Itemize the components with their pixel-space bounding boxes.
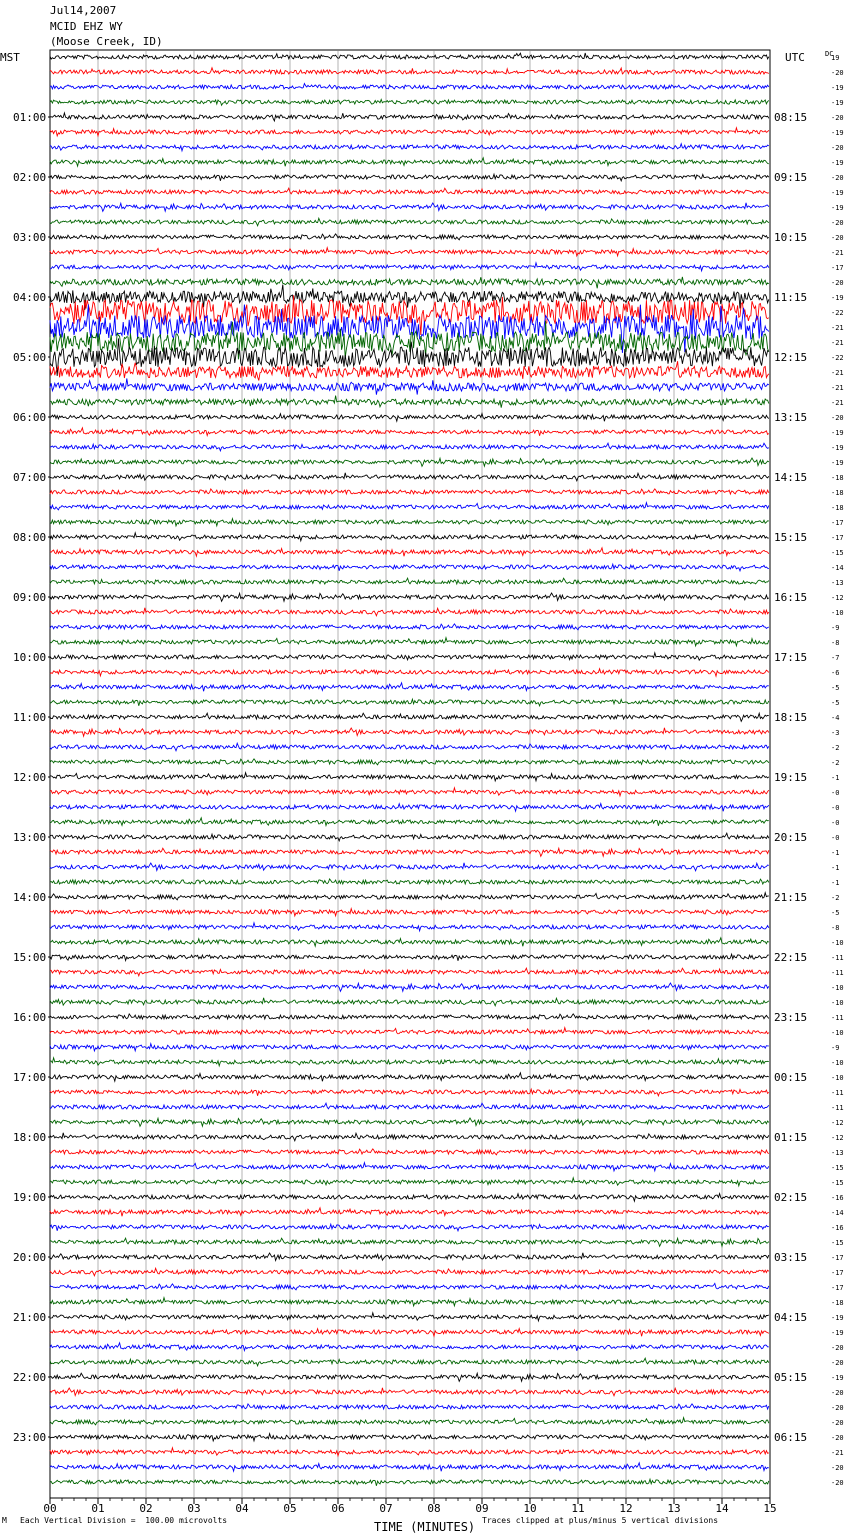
dc-offset-label: -20 xyxy=(831,219,844,227)
trace-line-13 xyxy=(50,234,769,240)
trace-line-43 xyxy=(50,683,769,692)
dc-offset-label: -10 xyxy=(831,999,844,1007)
left-hour-label: 06:00 xyxy=(13,411,47,424)
left-hour-label: 04:00 xyxy=(13,291,47,304)
trace-line-65 xyxy=(50,1014,769,1020)
trace-line-59 xyxy=(50,923,769,931)
trace-line-52 xyxy=(50,818,769,826)
dc-offset-label: -20 xyxy=(831,1359,844,1367)
dc-offset-label: -20 xyxy=(831,1464,844,1472)
trace-line-80 xyxy=(50,1238,769,1246)
right-hour-label: 10:15 xyxy=(774,231,808,244)
dc-offset-label: -10 xyxy=(831,1074,844,1082)
trace-line-42 xyxy=(50,669,769,676)
left-hour-label: 09:00 xyxy=(13,591,47,604)
right-hour-label: 08:15 xyxy=(774,111,808,124)
trace-group xyxy=(50,53,769,1486)
left-hour-label: 05:00 xyxy=(13,351,47,364)
dc-offset-label: -0 xyxy=(831,819,840,827)
right-hour-label: 16:15 xyxy=(774,591,808,604)
x-tick-label: 06 xyxy=(331,1502,345,1515)
dc-offset-label: -12 xyxy=(831,594,844,602)
dc-offset-label: -9 xyxy=(831,1044,840,1052)
x-tick-label: 00 xyxy=(43,1502,57,1515)
right-zone-label: UTC xyxy=(785,51,805,64)
trace-line-55 xyxy=(50,863,769,871)
x-tick-label: 15 xyxy=(763,1502,777,1515)
dc-offset-label: -13 xyxy=(831,1149,844,1157)
left-hour-label: 22:00 xyxy=(13,1371,47,1384)
left-hour-label: 20:00 xyxy=(13,1251,47,1264)
dc-offset-label: -16 xyxy=(831,1194,844,1202)
dc-offset-label: -21 xyxy=(831,369,844,377)
left-hour-label: 10:00 xyxy=(13,651,47,664)
trace-line-75 xyxy=(50,1163,769,1171)
dc-offset-label: -19 xyxy=(831,189,844,197)
dc-offset-label: -20 xyxy=(831,1404,844,1412)
right-hour-label: 05:15 xyxy=(774,1371,808,1384)
dc-offset-label: -6 xyxy=(831,669,840,677)
trace-line-4 xyxy=(50,100,769,106)
x-axis-label: TIME (MINUTES) xyxy=(374,1520,476,1534)
trace-line-31 xyxy=(50,503,769,510)
trace-line-7 xyxy=(50,144,769,151)
trace-line-70 xyxy=(50,1089,769,1096)
left-hour-label: 15:00 xyxy=(13,951,47,964)
trace-line-45 xyxy=(50,713,769,721)
x-tick-label: 09 xyxy=(475,1502,489,1515)
trace-line-53 xyxy=(50,833,769,841)
dc-offset-label: -20 xyxy=(831,114,844,122)
dc-offset-label: -2 xyxy=(831,759,840,767)
dc-offset-label: -19 xyxy=(831,204,844,212)
dc-offset-label: -18 xyxy=(831,474,844,482)
dc-offset-label: -17 xyxy=(831,264,844,272)
dc-offset-label: -21 xyxy=(831,384,844,392)
dc-offset-label: -1 xyxy=(831,864,840,872)
trace-line-2 xyxy=(50,68,769,75)
dc-offset-label: -19 xyxy=(831,444,844,452)
trace-line-69 xyxy=(50,1073,769,1082)
right-hour-label: 06:15 xyxy=(774,1431,808,1444)
dc-offset-label: -20 xyxy=(831,1389,844,1397)
trace-line-77 xyxy=(50,1194,769,1202)
left-hour-label: 08:00 xyxy=(13,531,47,544)
trace-line-78 xyxy=(50,1208,769,1217)
trace-line-60 xyxy=(50,938,769,947)
left-hour-label: 21:00 xyxy=(13,1311,47,1324)
right-hour-label: 23:15 xyxy=(774,1011,808,1024)
trace-line-54 xyxy=(50,848,769,856)
dc-offset-label: -22 xyxy=(831,354,844,362)
dc-offset-label: -5 xyxy=(831,909,840,917)
x-tick-label: 12 xyxy=(619,1502,633,1515)
dc-offset-label: -15 xyxy=(831,549,844,557)
right-hour-label: 15:15 xyxy=(774,531,808,544)
header-station: MCID EHZ WY xyxy=(50,20,123,33)
dc-offset-label: -10 xyxy=(831,984,844,992)
left-hour-label: 12:00 xyxy=(13,771,47,784)
trace-line-86 xyxy=(50,1329,769,1337)
trace-line-82 xyxy=(50,1268,769,1276)
dc-offset-label: -14 xyxy=(831,564,844,572)
corner-mark: M xyxy=(2,1516,7,1525)
dc-offset-label: -10 xyxy=(831,1029,844,1037)
trace-line-84 xyxy=(50,1298,769,1306)
dc-offset-label: -21 xyxy=(831,249,844,257)
trace-line-11 xyxy=(50,203,769,212)
dc-offset-label: -20 xyxy=(831,69,844,77)
dc-offset-label: -7 xyxy=(831,654,840,662)
dc-offset-label: -18 xyxy=(831,489,844,497)
x-tick-label: 10 xyxy=(523,1502,537,1515)
dc-offset-label: -10 xyxy=(831,939,844,947)
dc-offset-label: -11 xyxy=(831,1104,844,1112)
dc-offset-label: -17 xyxy=(831,519,844,527)
dc-offset-label: -9 xyxy=(831,624,840,632)
trace-line-3 xyxy=(50,84,769,90)
trace-line-56 xyxy=(50,879,769,884)
dc-offset-label: -2 xyxy=(831,894,840,902)
trace-line-88 xyxy=(50,1358,769,1366)
trace-line-27 xyxy=(50,443,769,451)
dc-offset-label: -11 xyxy=(831,969,844,977)
dc-offset-label: -21 xyxy=(831,339,844,347)
dc-offset-label: -20 xyxy=(831,1479,844,1487)
trace-line-1 xyxy=(50,53,769,59)
trace-line-71 xyxy=(50,1103,769,1109)
dc-offset-label: -15 xyxy=(831,1179,844,1187)
trace-line-66 xyxy=(50,1028,769,1035)
trace-line-6 xyxy=(50,128,769,136)
left-hour-label: 16:00 xyxy=(13,1011,47,1024)
trace-line-95 xyxy=(50,1463,769,1472)
trace-line-33 xyxy=(50,533,769,541)
trace-line-96 xyxy=(50,1479,769,1486)
trace-line-89 xyxy=(50,1373,769,1381)
trace-line-36 xyxy=(50,578,769,584)
x-tick-label: 13 xyxy=(667,1502,681,1515)
dc-offset-label: -0 xyxy=(831,834,840,842)
dc-offset-label: -20 xyxy=(831,1434,844,1442)
dc-offset-label: -0 xyxy=(831,789,840,797)
x-tick-label: 04 xyxy=(235,1502,249,1515)
dc-offset-label: -15 xyxy=(831,1239,844,1247)
left-hour-label: 19:00 xyxy=(13,1191,47,1204)
trace-line-9 xyxy=(50,174,769,181)
right-hour-label: 03:15 xyxy=(774,1251,808,1264)
trace-line-46 xyxy=(50,728,769,736)
trace-line-87 xyxy=(50,1343,769,1351)
dc-offset-label: -21 xyxy=(831,1449,844,1457)
dc-offset-label: -20 xyxy=(831,1344,844,1352)
dc-offset-label: -5 xyxy=(831,684,840,692)
left-hour-label: 14:00 xyxy=(13,891,47,904)
dc-offset-label: -1 xyxy=(831,849,840,857)
trace-line-79 xyxy=(50,1224,769,1231)
right-hour-label: 17:15 xyxy=(774,651,808,664)
right-hour-label: 22:15 xyxy=(774,951,808,964)
clip-note: Traces clipped at plus/minus 5 vertical divisions xyxy=(482,1516,719,1525)
trace-line-73 xyxy=(50,1133,769,1141)
dc-offset-label: -19 xyxy=(831,99,844,107)
dc-offset-label: -20 xyxy=(831,174,844,182)
trace-line-94 xyxy=(50,1448,769,1456)
right-hour-label: 14:15 xyxy=(774,471,808,484)
trace-line-68 xyxy=(50,1058,769,1066)
trace-line-90 xyxy=(50,1388,769,1396)
trace-line-25 xyxy=(50,414,769,422)
dc-offset-label: -12 xyxy=(831,1119,844,1127)
label-group xyxy=(13,54,844,1515)
trace-line-14 xyxy=(50,248,769,256)
dc-offset-label: -19 xyxy=(831,1374,844,1382)
trace-line-67 xyxy=(50,1044,769,1051)
left-hour-label: 07:00 xyxy=(13,471,47,484)
trace-line-41 xyxy=(50,653,769,660)
dc-offset-label: -21 xyxy=(831,399,844,407)
trace-line-51 xyxy=(50,804,769,812)
dc-offset-label: -20 xyxy=(831,414,844,422)
x-tick-label: 02 xyxy=(139,1502,153,1515)
dc-offset-label: -22 xyxy=(831,309,844,317)
trace-line-29 xyxy=(50,473,769,481)
dc-offset-label: -8 xyxy=(831,924,840,932)
left-hour-label: 01:00 xyxy=(13,111,47,124)
dc-offset-label: -19 xyxy=(831,429,844,437)
right-hour-label: 21:15 xyxy=(774,891,808,904)
trace-line-26 xyxy=(50,428,769,436)
trace-line-72 xyxy=(50,1118,769,1126)
scale-note: Each Vertical Division = 100.00 microvolts xyxy=(20,1516,228,1525)
trace-line-35 xyxy=(50,564,769,571)
trace-line-93 xyxy=(50,1434,769,1441)
right-hour-label: 09:15 xyxy=(774,171,808,184)
dc-offset-label: -15 xyxy=(831,1164,844,1172)
dc-offset-label: -2 xyxy=(831,744,840,752)
x-tick-label: 01 xyxy=(91,1502,105,1515)
dc-offset-label: -5 xyxy=(831,699,840,707)
trace-line-47 xyxy=(50,743,769,751)
dc-offset-label: -10 xyxy=(831,609,844,617)
right-hour-label: 13:15 xyxy=(774,411,808,424)
trace-line-40 xyxy=(50,638,769,646)
trace-line-10 xyxy=(50,188,769,194)
trace-line-81 xyxy=(50,1253,769,1261)
dc-offset-label: -19 xyxy=(831,129,844,137)
trace-line-37 xyxy=(50,593,769,601)
trace-line-50 xyxy=(50,788,769,796)
left-hour-label: 03:00 xyxy=(13,231,47,244)
trace-line-63 xyxy=(50,983,769,991)
dc-offset-label: -11 xyxy=(831,954,844,962)
left-hour-label: 18:00 xyxy=(13,1131,47,1144)
dc-offset-label: -8 xyxy=(831,639,840,647)
trace-line-5 xyxy=(50,113,769,121)
dc-offset-label: 19 xyxy=(831,54,840,62)
trace-line-48 xyxy=(50,759,769,765)
trace-line-15 xyxy=(50,263,769,271)
dc-offset-label: -3 xyxy=(831,729,840,737)
trace-line-38 xyxy=(50,608,769,616)
dc-offset-label: -13 xyxy=(831,579,844,587)
dc-offset-label: -10 xyxy=(831,1059,844,1067)
trace-line-30 xyxy=(50,489,769,494)
trace-line-61 xyxy=(50,954,769,961)
left-hour-label: 11:00 xyxy=(13,711,47,724)
dc-offset-label: -19 xyxy=(831,1329,844,1337)
dc-offset-label: -19 xyxy=(831,294,844,302)
trace-line-34 xyxy=(50,548,769,557)
trace-line-39 xyxy=(50,624,769,630)
trace-line-23 xyxy=(50,378,769,394)
dc-offset-label: -17 xyxy=(831,1269,844,1277)
trace-line-49 xyxy=(50,773,769,781)
dc-offset-label: -20 xyxy=(831,144,844,152)
dc-offset-label: -1 xyxy=(831,774,840,782)
trace-line-76 xyxy=(50,1178,769,1186)
dc-offset-label: -1 xyxy=(831,879,840,887)
dc-offset-label: -17 xyxy=(831,1254,844,1262)
trace-line-58 xyxy=(50,909,769,916)
dc-offset-label: -19 xyxy=(831,84,844,92)
right-hour-label: 19:15 xyxy=(774,771,808,784)
header-location: (Moose Creek, ID) xyxy=(50,35,163,48)
trace-line-32 xyxy=(50,519,769,526)
x-tick-label: 08 xyxy=(427,1502,441,1515)
trace-line-12 xyxy=(50,218,769,226)
trace-line-92 xyxy=(50,1418,769,1425)
trace-line-24 xyxy=(50,396,769,408)
right-hour-label: 12:15 xyxy=(774,351,808,364)
dc-offset-label: -19 xyxy=(831,1314,844,1322)
dc-offset-label: -21 xyxy=(831,324,844,332)
right-hour-label: 02:15 xyxy=(774,1191,808,1204)
x-tick-label: 14 xyxy=(715,1502,729,1515)
right-hour-label: 01:15 xyxy=(774,1131,808,1144)
right-hour-label: 00:15 xyxy=(774,1071,808,1084)
dc-offset-label: -11 xyxy=(831,1089,844,1097)
dc-offset-label: -20 xyxy=(831,1419,844,1427)
x-tick-label: 07 xyxy=(379,1502,393,1515)
dc-offset-label: -12 xyxy=(831,1134,844,1142)
x-tick-label: 03 xyxy=(187,1502,201,1515)
left-hour-label: 02:00 xyxy=(13,171,47,184)
dc-offset-label: -0 xyxy=(831,804,840,812)
dc-offset-label: -18 xyxy=(831,1299,844,1307)
right-hour-label: 04:15 xyxy=(774,1311,808,1324)
right-hour-label: 18:15 xyxy=(774,711,808,724)
trace-line-74 xyxy=(50,1149,769,1155)
x-tick-label: 11 xyxy=(571,1502,585,1515)
left-hour-label: 23:00 xyxy=(13,1431,47,1444)
trace-line-16 xyxy=(50,277,769,288)
right-hour-label: 11:15 xyxy=(774,291,808,304)
left-hour-label: 17:00 xyxy=(13,1071,47,1084)
header-date: Jul14,2007 xyxy=(50,4,117,17)
trace-line-44 xyxy=(50,699,769,706)
right-hour-label: 20:15 xyxy=(774,831,808,844)
dc-offset-label: -17 xyxy=(831,1284,844,1292)
trace-line-28 xyxy=(50,458,769,466)
left-zone-label: MST xyxy=(0,51,20,64)
trace-line-57 xyxy=(50,893,769,900)
dc-offset-label: -16 xyxy=(831,1224,844,1232)
trace-line-85 xyxy=(50,1313,769,1321)
trace-line-83 xyxy=(50,1283,769,1289)
dc-offset-label: -4 xyxy=(831,714,840,722)
left-hour-label: 13:00 xyxy=(13,831,47,844)
trace-line-64 xyxy=(50,998,769,1006)
dc-offset-label: -14 xyxy=(831,1209,844,1217)
dc-offset-label: -20 xyxy=(831,234,844,242)
dc-offset-label: -20 xyxy=(831,279,844,287)
dc-offset-label: -11 xyxy=(831,1014,844,1022)
trace-line-8 xyxy=(50,158,769,167)
dc-offset-label: -18 xyxy=(831,504,844,512)
trace-line-91 xyxy=(50,1404,769,1409)
trace-line-17 xyxy=(50,285,769,310)
dc-offset-label: -17 xyxy=(831,534,844,542)
dc-offset-label: -19 xyxy=(831,459,844,467)
dc-offset-label: -19 xyxy=(831,159,844,167)
dc-label: DC xyxy=(825,50,834,58)
trace-line-62 xyxy=(50,968,769,976)
x-tick-label: 05 xyxy=(283,1502,297,1515)
